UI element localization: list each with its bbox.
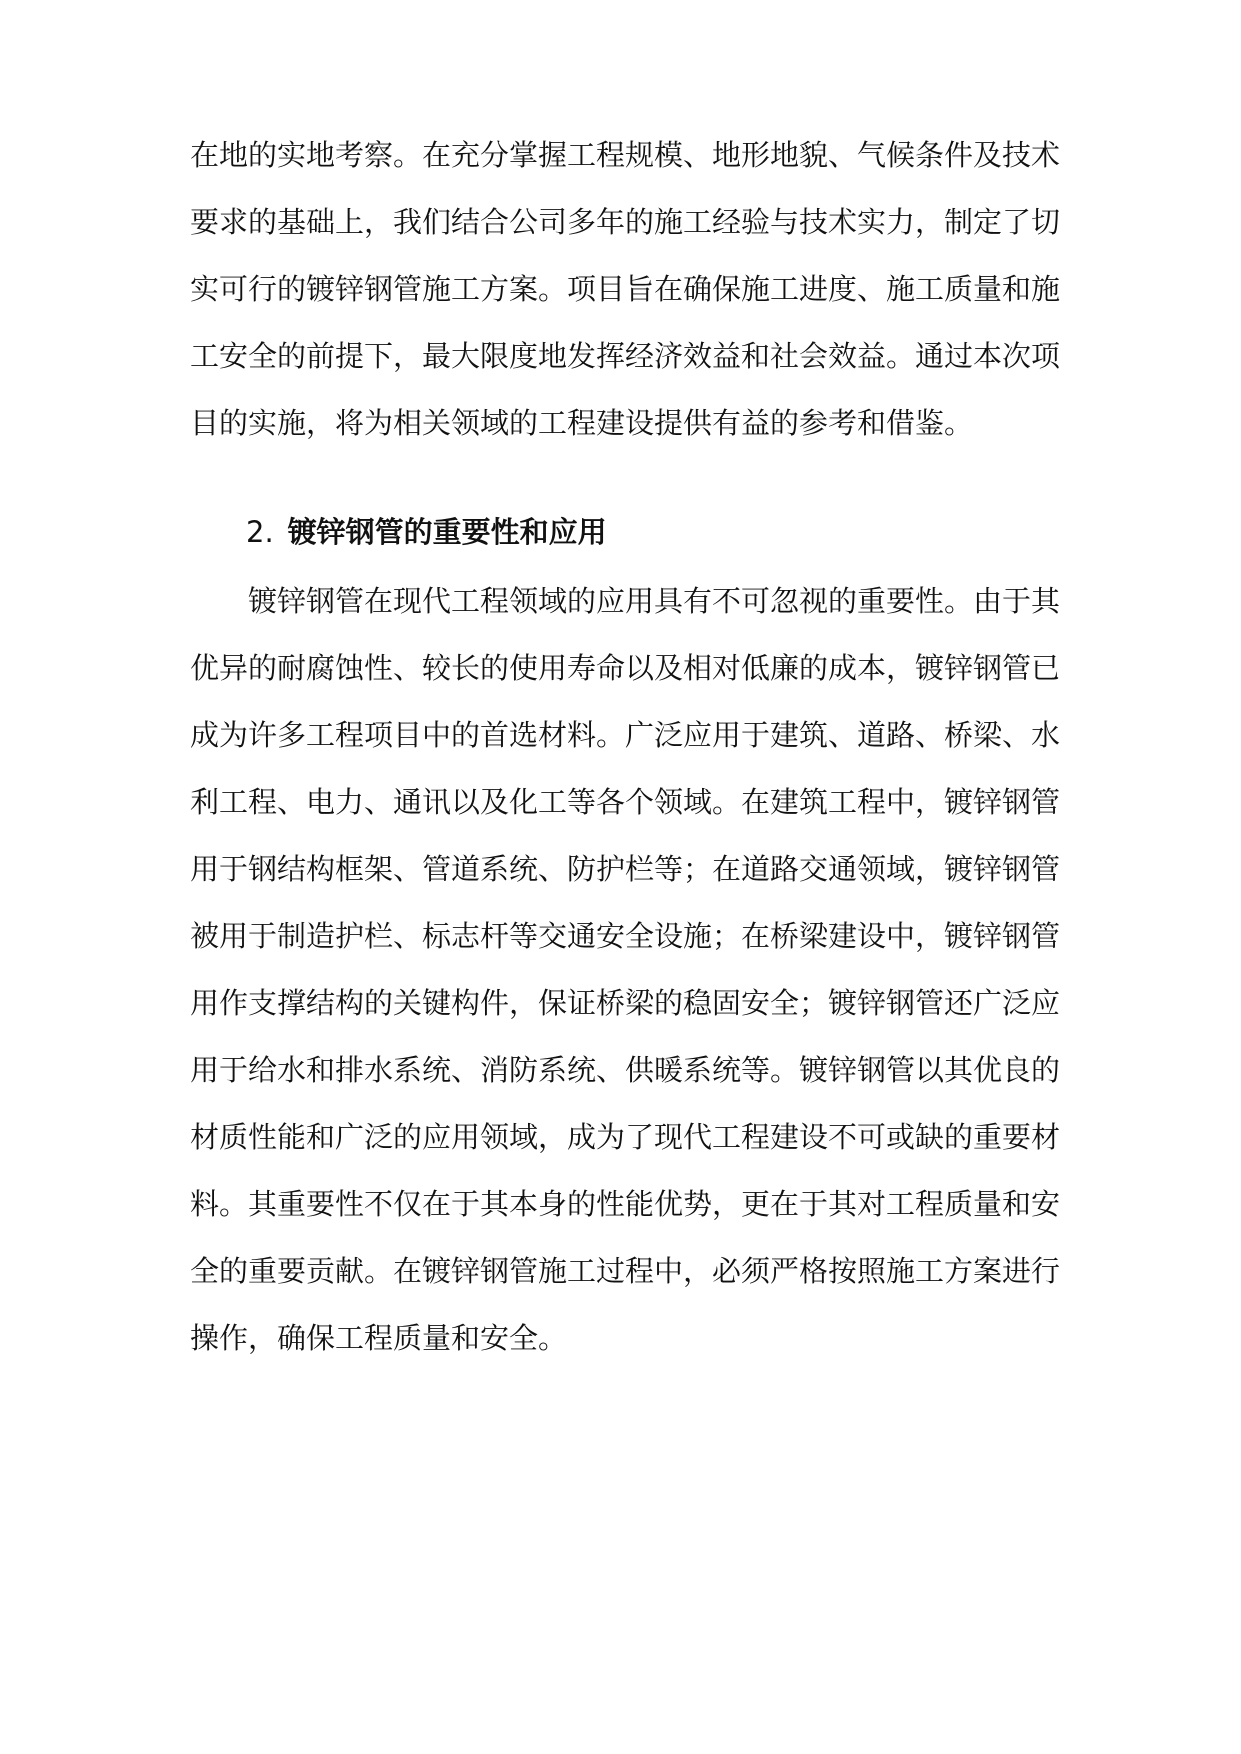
paragraph1-line-5: 目的实施，将为相关领域的工程建设提供有益的参考和借鉴。	[190, 406, 974, 440]
paragraph2-line-12: 操作，确保工程质量和安全。	[190, 1321, 568, 1355]
paragraph1-line-2: 要求的基础上，我们结合公司多年的施工经验与技术实力，制定了切	[190, 205, 1061, 239]
paragraph2-line-5: 用于钢结构框架、管道系统、防护栏等；在道路交通领域，镀锌钢管	[190, 852, 1061, 886]
paragraph2-line-9: 材质性能和广泛的应用领域，成为了现代工程建设不可或缺的重要材	[190, 1120, 1061, 1154]
paragraph1-line-4: 工安全的前提下，最大限度地发挥经济效益和社会效益。通过本次项	[190, 339, 1061, 373]
paragraph2-line-11: 全的重要贡献。在镀锌钢管施工过程中，必须严格按照施工方案进行	[190, 1254, 1061, 1288]
paragraph2-line-6: 被用于制造护栏、标志杆等交通安全设施；在桥梁建设中，镀锌钢管	[190, 919, 1061, 953]
section-heading	[246, 512, 607, 552]
paragraph2-line-2: 优异的耐腐蚀性、较长的使用寿命以及相对低廉的成本，镀锌钢管已	[190, 651, 1061, 685]
paragraph2-line-1: 镀锌钢管在现代工程领域的应用具有不可忽视的重要性。由于其	[248, 584, 1061, 618]
paragraph1-line-3: 实可行的镀锌钢管施工方案。项目旨在确保施工进度、施工质量和施	[190, 272, 1061, 306]
paragraph1-line-1: 在地的实地考察。在充分掌握工程规模、地形地貌、气候条件及技术	[190, 138, 1061, 172]
paragraph2-line-4: 利工程、电力、通讯以及化工等各个领域。在建筑工程中，镀锌钢管	[190, 785, 1061, 819]
paragraph2-line-10: 料。其重要性不仅在于其本身的性能优势，更在于其对工程质量和安	[190, 1187, 1061, 1221]
paragraph2-line-8: 用于给水和排水系统、消防系统、供暖系统等。镀锌钢管以其优良的	[190, 1053, 1061, 1087]
section-title: 镀锌钢管的重要性和应用	[287, 515, 607, 549]
section-number: 2.	[246, 515, 274, 549]
paragraph2-line-7: 用作支撑结构的关键构件，保证桥梁的稳固安全；镀锌钢管还广泛应	[190, 986, 1061, 1020]
paragraph2-line-3: 成为许多工程项目中的首选材料。广泛应用于建筑、道路、桥梁、水	[190, 718, 1061, 752]
